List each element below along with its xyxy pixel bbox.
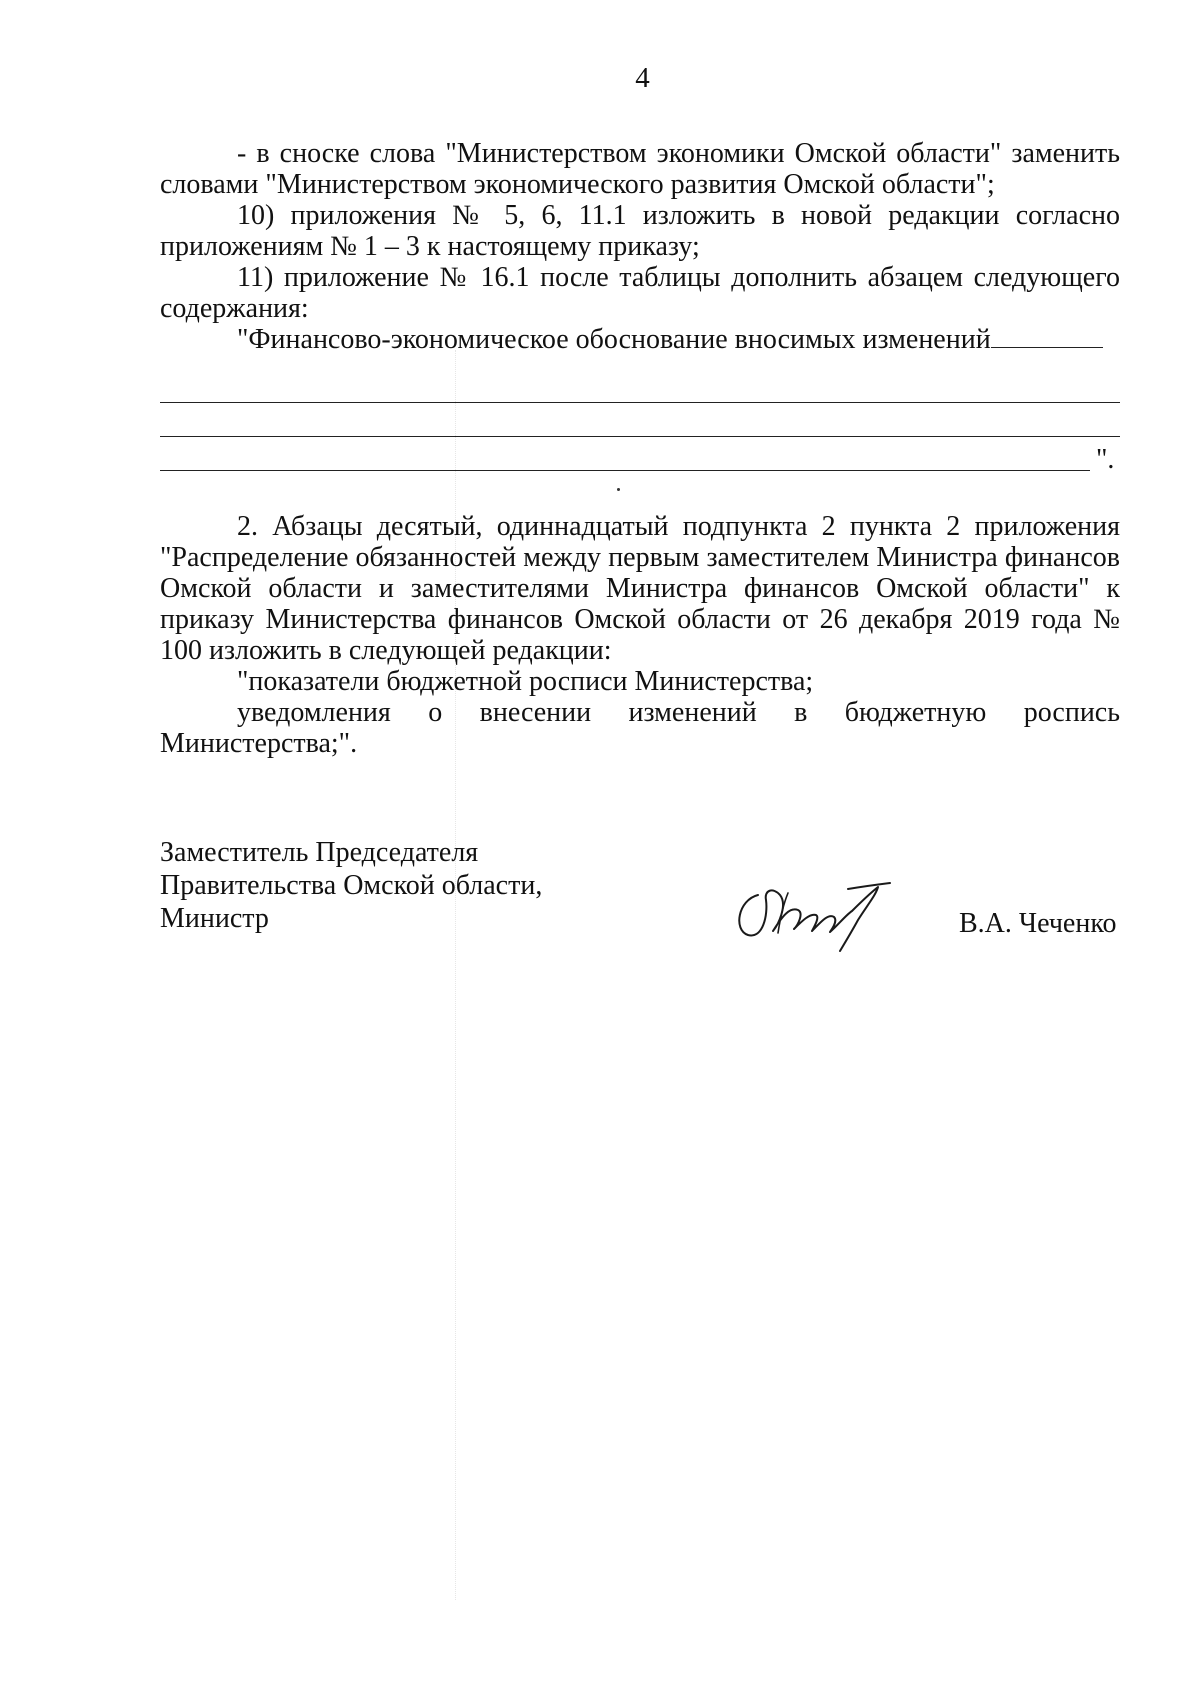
blank-line-inline — [991, 325, 1103, 348]
paragraph-footnote-replacement: - в сноске слова "Министерством экономики Омской области" заменить словами "Министерством экономического развития Омской области"; — [160, 138, 1120, 200]
paragraph-item-11: 11) приложение № 16.1 после таблицы дополнить абзацем следующего содержания: — [160, 262, 1120, 324]
position-line-3: Министр — [160, 903, 269, 934]
signatory-name: В.А. Чеченко — [959, 908, 1117, 939]
blank-line-2 — [160, 436, 1120, 437]
closing-quote: ". — [1096, 444, 1115, 475]
position-line-1: Заместитель Председателя — [160, 837, 479, 868]
paragraph-notifications: уведомления о внесении изменений в бюджетную роспись Министерства;". — [160, 697, 1120, 759]
document-body — [160, 138, 1120, 355]
financial-justification-text: "Финансово-экономическое обоснование вносимых изменений — [237, 324, 991, 355]
position-line-2: Правительства Омской области, — [160, 870, 543, 901]
paragraph-section-2: 2. Абзацы десятый, одиннадцатый подпункта 2 пункта 2 приложения "Распределение обязанностей между первым заместителем Министра финансов Омской области и заместителями Министра финансов Омской области" к приказу Министерства финансов Омской области от 26 декабря 2019 года № 100 изложить в следующей редакции: — [160, 511, 1120, 666]
paragraph-financial-justification — [160, 324, 1120, 355]
signature-position — [160, 836, 542, 935]
handwritten-signature — [728, 865, 903, 955]
blank-line-1 — [160, 402, 1120, 403]
scan-dot — [617, 488, 620, 491]
section-2 — [160, 511, 1120, 759]
page-number: 4 — [635, 62, 650, 94]
paragraph-item-10: 10) приложения № 5, 6, 11.1 изложить в новой редакции согласно приложениям № 1 – 3 к настоящему приказу; — [160, 200, 1120, 262]
paragraph-budget-indicators: "показатели бюджетной росписи Министерства; — [237, 666, 814, 697]
blank-line-3 — [160, 470, 1090, 471]
